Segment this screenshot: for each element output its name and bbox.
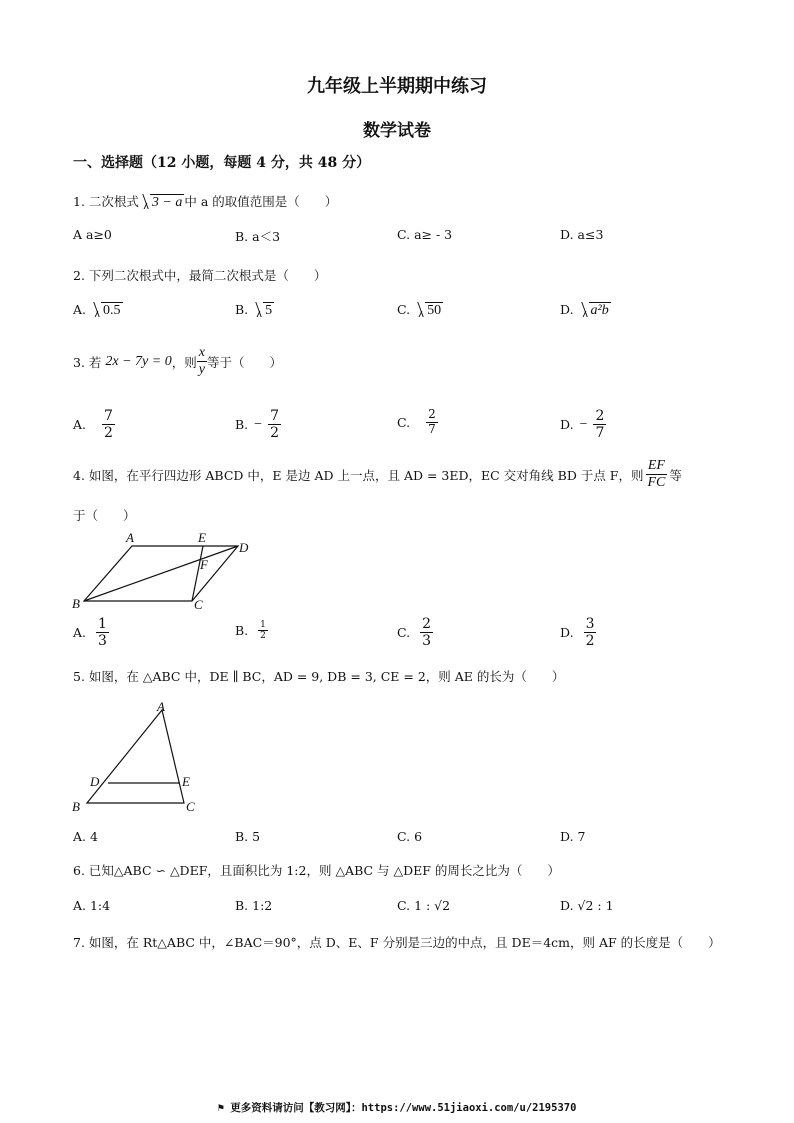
- question-3: 3. 若 2x − 7y = 0 ，则 $\frac{x}{y}$ 等于（ ）: [73, 345, 282, 378]
- label-b: B: [72, 596, 80, 611]
- label-a: A: [126, 530, 134, 545]
- question-4-line2: 于（ ）: [73, 508, 136, 523]
- label-c: C: [186, 799, 195, 814]
- question-7: 7. 如图，在 Rt△ABC 中，∠BAC＝90°，点 D、E、F 分别是三边的中点，且 DE＝4cm，则 AF 的长度是（ ）: [73, 935, 721, 950]
- q1-option-c: C. a≥ - 3: [397, 227, 453, 242]
- q5-option-d: D. 7: [560, 829, 586, 844]
- q5-option-a: A. 4: [73, 829, 98, 844]
- question-5: 5. 如图，在 △ABC 中，DE ∥ BC，AD = 9, DB = 3, CE = 2，则 AE 的长为（ ）: [73, 669, 565, 684]
- label-f: F: [200, 557, 208, 572]
- q1-radical: 3 − a: [141, 194, 184, 211]
- q5-option-c: C. 6: [397, 829, 423, 844]
- q6-option-b: B. 1:2: [235, 898, 273, 913]
- q2-option-c: C. 50: [397, 302, 442, 318]
- page-subtitle: 数学试卷: [363, 121, 431, 141]
- q3-option-c: C. $\frac{2}{7}$: [397, 407, 436, 436]
- question-1: [73, 192, 337, 211]
- q1-option-b: B. a＜3: [235, 229, 281, 244]
- label-d: D: [239, 540, 249, 555]
- q5-option-b: B. 5: [235, 829, 261, 844]
- q3-option-d: D. − $\frac{2}{7}$: [560, 408, 605, 442]
- label-b: B: [72, 799, 80, 814]
- q6-option-a: A. 1:4: [73, 898, 111, 913]
- flag-icon: ⚑: [217, 1102, 224, 1114]
- triangle-figure: [70, 698, 210, 816]
- q2-option-b: B. 5: [235, 302, 273, 318]
- question-4: 4. 如图，在平行四边形 ABCD 中，E 是边 AD 上一点，且 AD = 3ED，EC 交对角线 BD 于点 F，则 $\frac{EF}{FC}$ 等: [73, 458, 682, 491]
- footer-text: 更多资料请访问【教习网】：https://www.51jiaoxi.com/u/2195370: [230, 1102, 577, 1114]
- q2-option-a: A. 0.5: [73, 302, 121, 318]
- triangle-abc: [87, 710, 184, 803]
- question-2: 2. 下列二次根式中，最简二次根式是（ ）: [73, 268, 327, 283]
- q3-option-a: A. $\frac{7}{2}$: [73, 408, 113, 442]
- parallelogram-figure: [70, 528, 260, 613]
- q6-option-d: D. √2 : 1: [560, 898, 614, 913]
- q4-option-d: D. $\frac{3}{2}$: [560, 616, 595, 650]
- label-d: D: [90, 774, 100, 789]
- q4-option-a: A. $\frac{1}{3}$: [73, 616, 107, 650]
- question-6: 6. 已知△ABC ∽ △DEF，且面积比为 1:2，则 △ABC 与 △DEF 的周长之比为（ ）: [73, 863, 560, 878]
- label-e: E: [182, 774, 190, 789]
- label-c: C: [194, 597, 203, 612]
- q1-option-d: D. a≤3: [560, 227, 604, 242]
- q1-text-after: 中 a 的取值范围是（ ）: [184, 194, 338, 209]
- label-e: E: [198, 530, 206, 545]
- footer-link[interactable]: [0, 1100, 794, 1115]
- q6-option-c: C. 1 : √2: [397, 898, 451, 913]
- q4-option-c: C. $\frac{2}{3}$: [397, 616, 432, 650]
- q3-option-b: B. − $\frac{7}{2}$: [235, 408, 279, 442]
- section-heading: 一、选择题（12 小题，每题 4 分，共 48 分）: [73, 155, 371, 171]
- segment-ec: [192, 546, 203, 601]
- label-a: A: [157, 699, 165, 714]
- page-title: 九年级上半期期中练习: [307, 76, 487, 97]
- q1-option-a: A a≥0: [73, 227, 112, 242]
- q4-option-b: B. $\frac{1}{2}$: [235, 620, 266, 642]
- q2-option-d: D. a²b: [560, 302, 609, 318]
- q1-text-before: 1. 二次根式: [73, 194, 139, 209]
